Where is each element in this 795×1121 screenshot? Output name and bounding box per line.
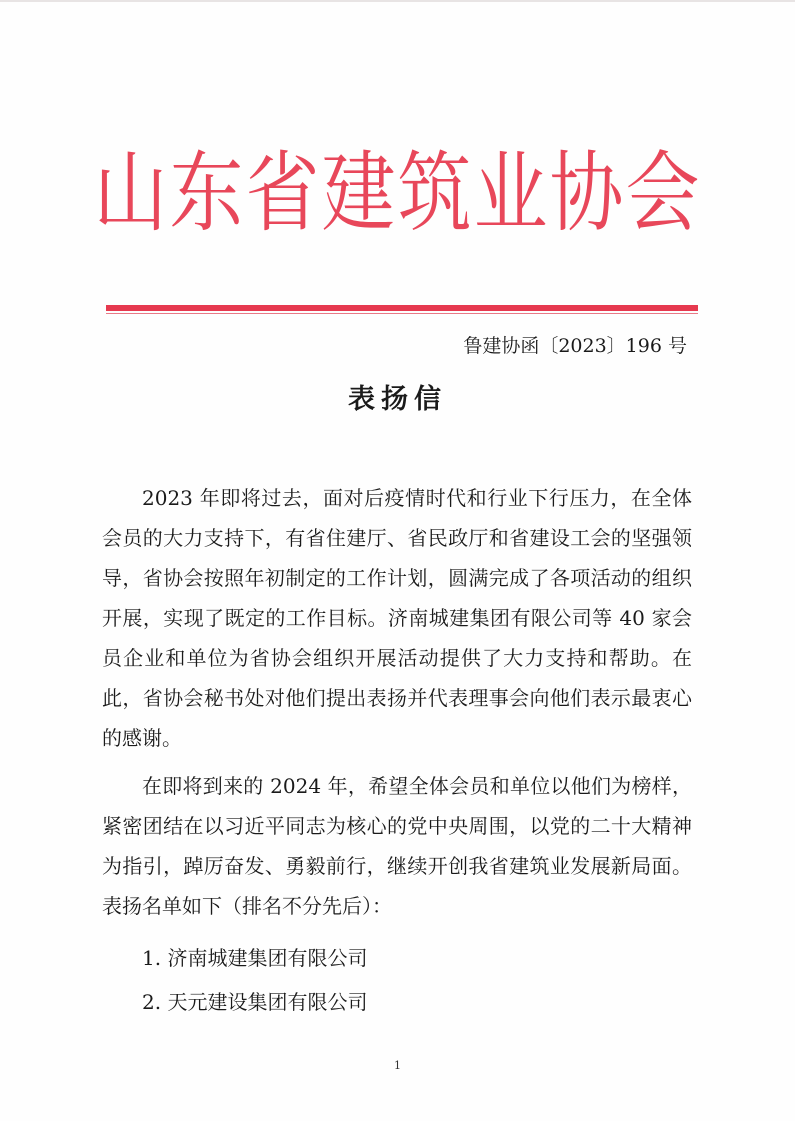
page-top-edge [0,0,795,2]
document-number: 鲁建协函〔2023〕196 号 [463,335,687,357]
commended-list-item-1: 1. 济南城建集团有限公司 [142,946,368,970]
letterhead-red-rule [106,305,698,311]
body-paragraph-1: 2023 年即将过去，面对后疫情时代和行业下行压力，在全体会员的大力支持下，有省住建厅、省民政厅和省建设工会的坚强领导，省协会按照年初制定的工作计划，圆满完成了各项活动的组织开展，实现了既定的工作目标。济南城建集团有限公司等 40 家会员企业和单位为省协会组织开展活动提供了大力支持和帮助。在此，省协会秘书处对他们提出表扬并代表理事会向他们表示最衷心的感谢。 [102,486,692,750]
document-title: 表扬信 [348,384,447,415]
commended-list-item-2: 2. 天元建设集团有限公司 [142,990,368,1014]
page-number: 1 [394,1059,401,1072]
letterhead-red-rule-thin [106,313,698,314]
letterhead-organization-name: 山东省建筑业协会 [93,142,702,245]
body-paragraph-2: 在即将到来的 2024 年，希望全体会员和单位以他们为榜样，紧密团结在以习近平同志为核心的党中央周围，以党的二十大精神为指引，踔厉奋发、勇毅前行，继续开创我省建筑业发展新局面。表扬名单如下（排名不分先后）： [102,774,692,918]
